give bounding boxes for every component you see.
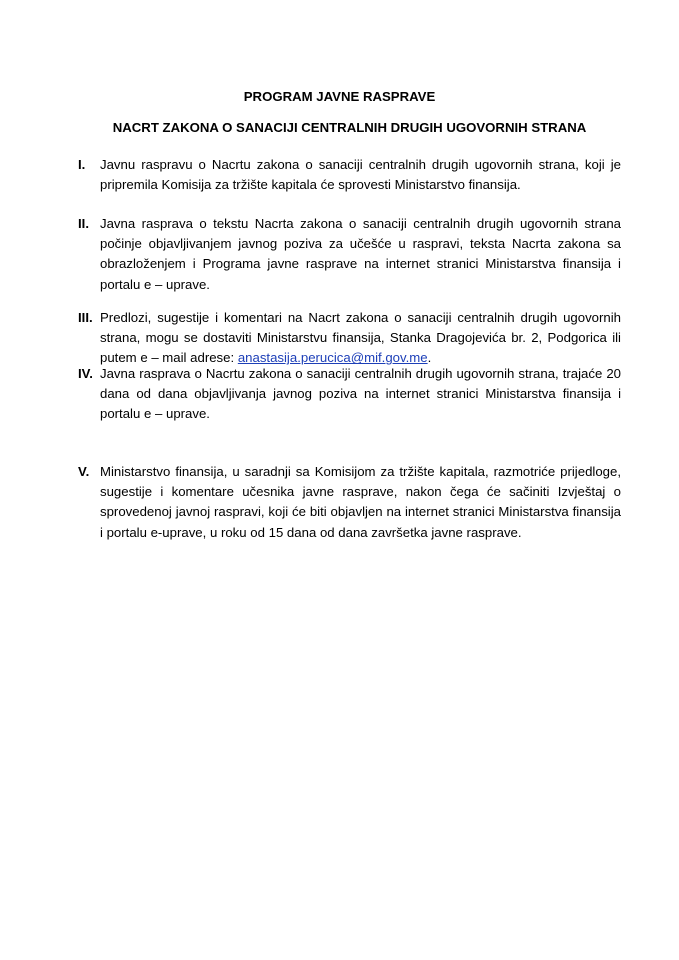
- item-text-container: [100, 308, 621, 369]
- item-number: III.: [78, 310, 93, 325]
- item-text: Javna rasprava o tekstu Nacrta zakona o sanaciji centralnih drugih ugovornih strana počinje objavljivanjem javnog poziva za učešće u raspravi, teksta Nacrta zakona sa obrazloženjem i Programa javne rasprave na internet stranici Ministarstva finansija i portalu e – uprave.: [100, 216, 621, 292]
- document-subtitle: NACRT ZAKONA O SANACIJI CENTRALNIH DRUGIH UGOVORNIH STRANA: [112, 120, 587, 135]
- list-item: [78, 364, 621, 425]
- document-title: PROGRAM JAVNE RASPRAVE: [243, 89, 436, 104]
- list-item: [78, 462, 621, 543]
- list-item: [78, 214, 621, 295]
- item-text: Javna rasprava o Nacrtu zakona o sanaciji centralnih drugih ugovornih strana, trajaće 20 dana od dana objavljivanja javnog poziva na internet stranici Ministarstva finansija i portalu e – uprave.: [100, 366, 621, 422]
- item-number: V.: [78, 464, 90, 479]
- item-text: Ministarstvo finansija, u saradnji sa Komisijom za tržište kapitala, razmotriće prijedloge, sugestije i komentare učesnika javne rasprave, nakon čega će sačiniti Izvještaj o sprovedenoj javnoj raspravi, koji će biti objavljen na internet stranici Ministarstva finansija i portalu e-uprave, u roku od 15 dana od dana završetka javne rasprave.: [100, 464, 621, 540]
- item-text: Javnu raspravu o Nacrtu zakona o sanaciji centralnih drugih ugovornih strana, koji je pripremila Komisija za tržište kapitala će sprovesti Ministarstvo finansija.: [100, 157, 621, 193]
- item-number: II.: [78, 216, 89, 231]
- list-item: [78, 155, 621, 195]
- list-item: [78, 308, 621, 369]
- item-number: IV.: [78, 366, 93, 381]
- item-text: Predlozi, sugestije i komentari na Nacrt zakona o sanaciji centralnih drugih ugovornih strana, mogu se dostaviti Ministarstvu finansija, Stanka Dragojevića br. 2, Podgorica ili putem e – mail adrese:: [100, 310, 621, 366]
- item-text-end: .: [427, 350, 432, 366]
- email-link[interactable]: anastasija.perucica@mif.gov.me: [237, 350, 428, 366]
- item-number: I.: [78, 157, 86, 172]
